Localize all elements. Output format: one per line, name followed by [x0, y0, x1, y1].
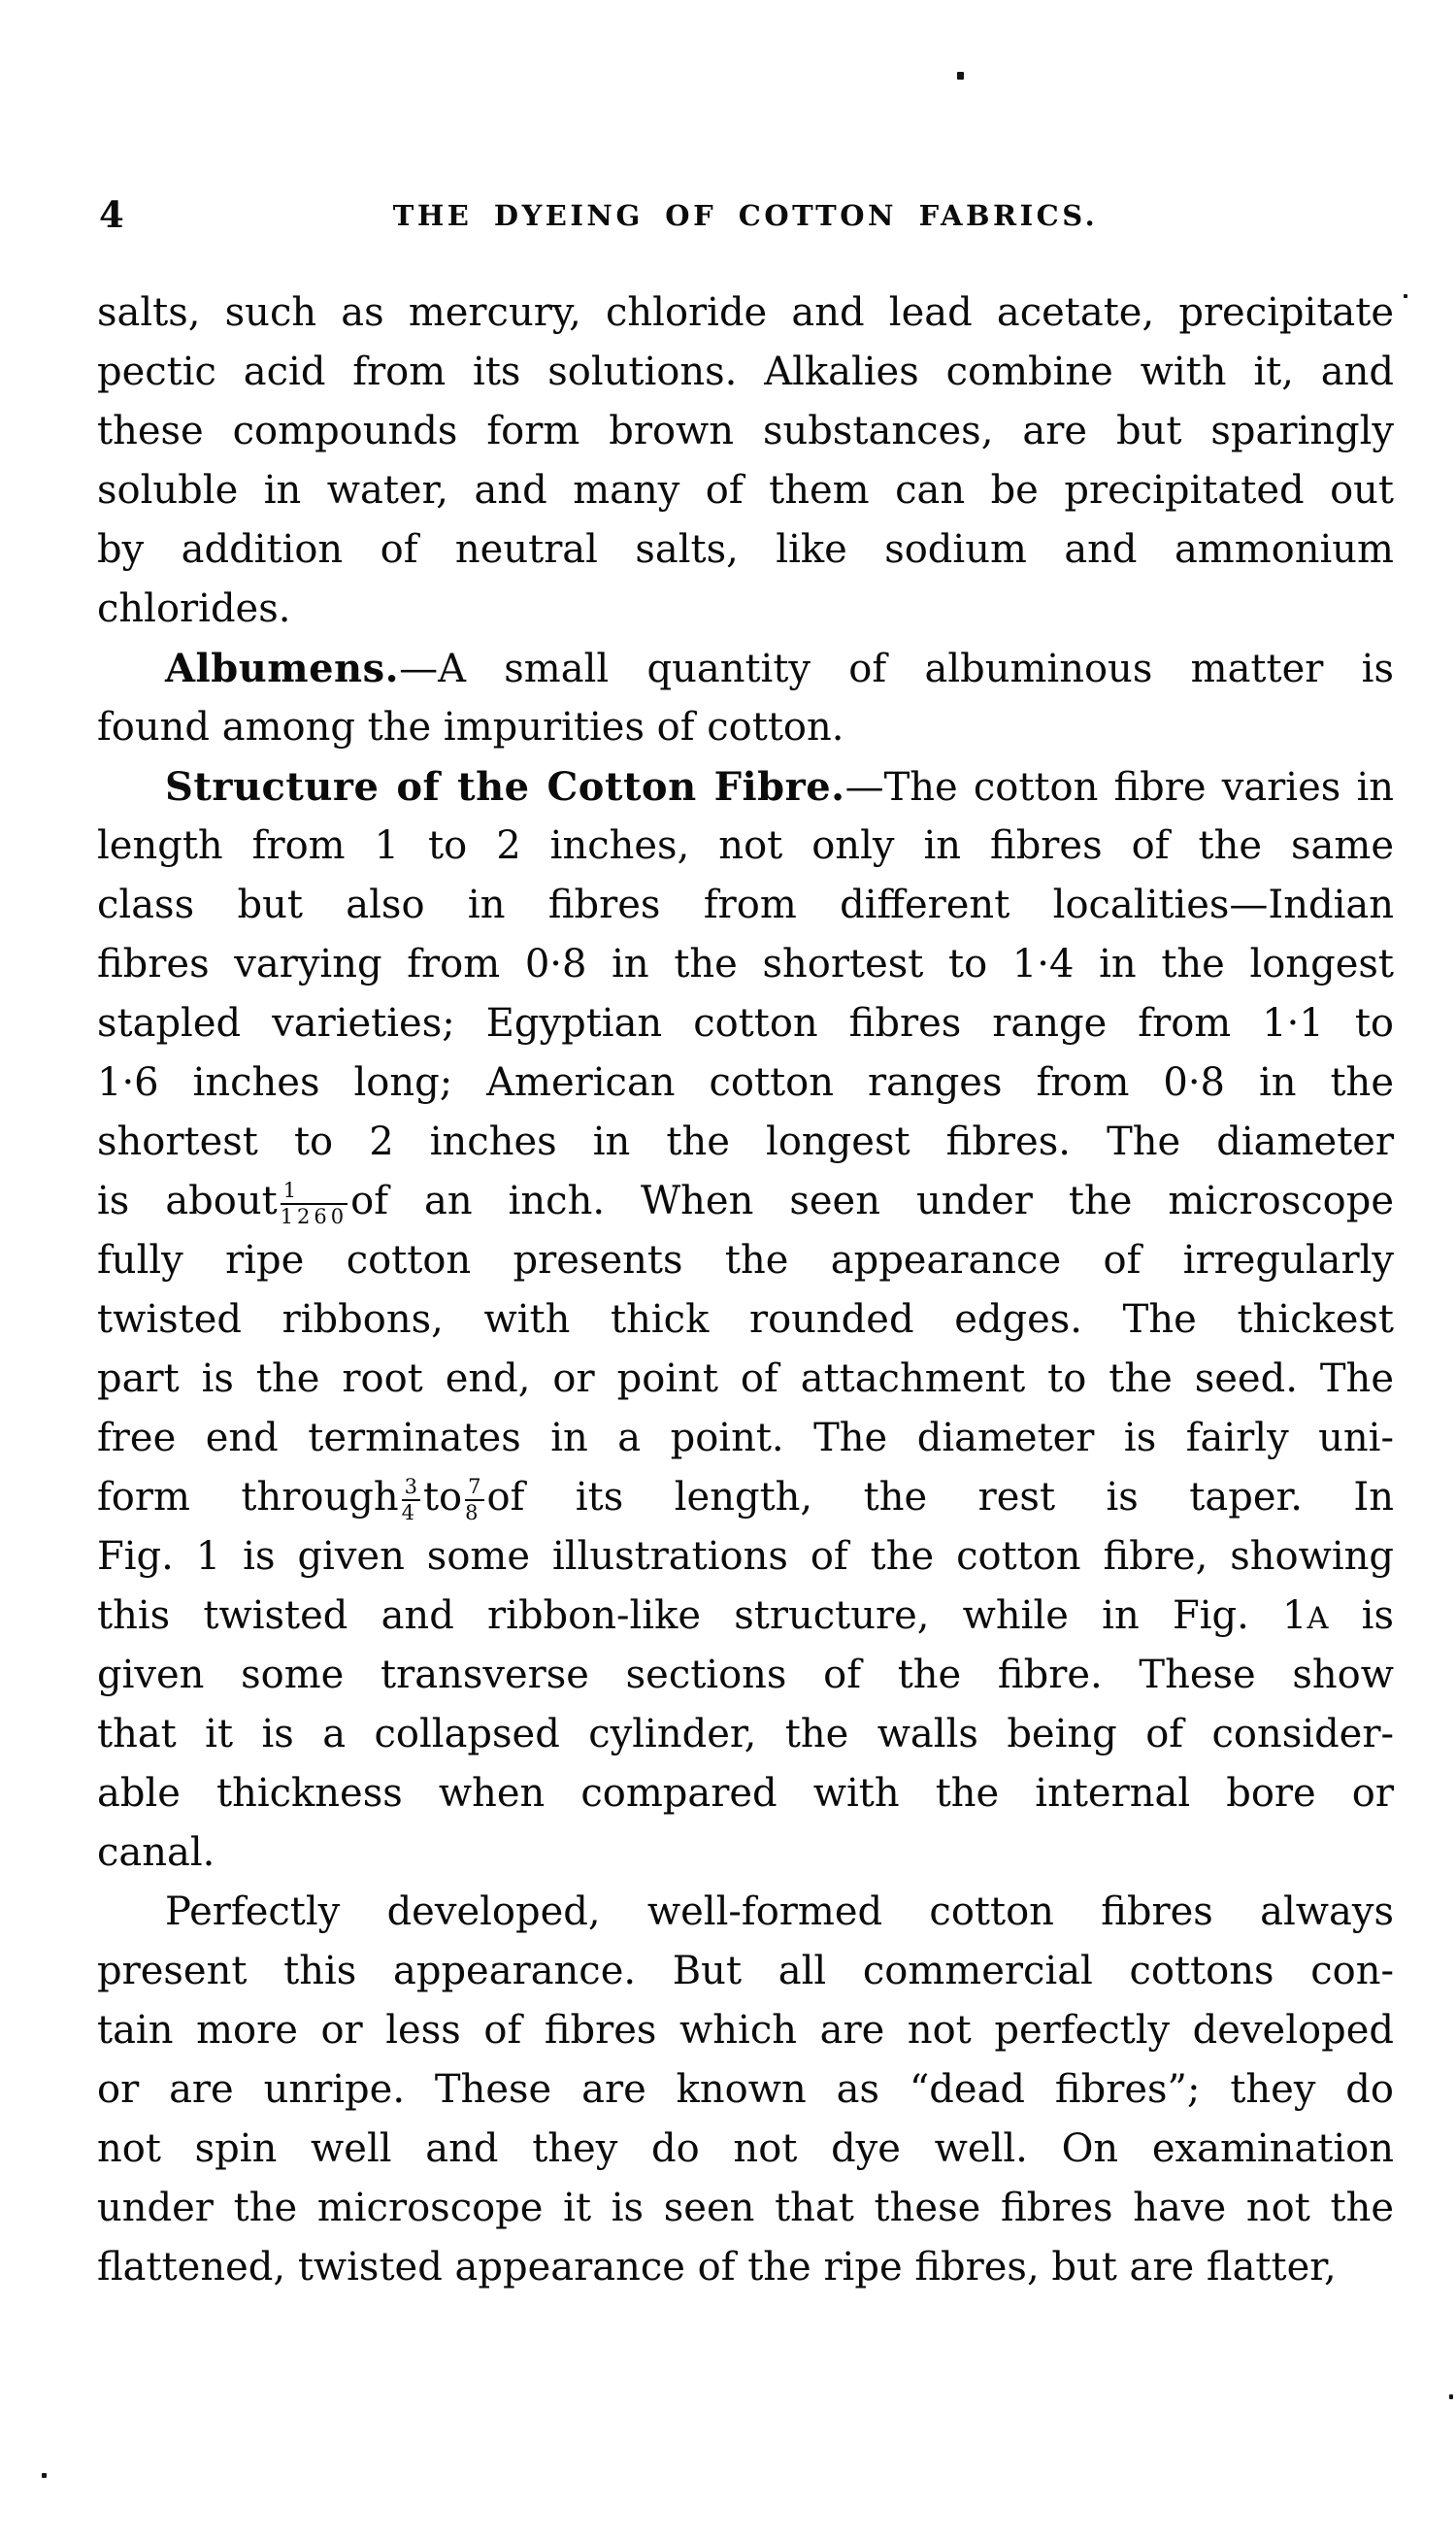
text-line: tain more or less of fibres which are not perfectly developed — [97, 2008, 1394, 2053]
paragraph-lead: Albumens. — [165, 646, 400, 691]
text-line: twisted ribbons, with thick rounded edges. The thickest — [97, 1297, 1394, 1342]
fraction: $\frac{1}{1260}$ — [280, 1179, 348, 1229]
text-line: by addition of neutral salts, like sodium and ammonium — [97, 527, 1394, 572]
running-title: THE DYEING OF COTTON FABRICS. — [392, 199, 1099, 233]
text-line: able thickness when compared with the internal bore or — [97, 1771, 1394, 1816]
page-header — [97, 190, 1394, 235]
text-line: soluble in water, and many of them can be precipitated out — [97, 468, 1394, 513]
scan-speck — [957, 72, 964, 80]
text-line: free end terminates in a point. The diameter is fairly uni- — [97, 1416, 1394, 1460]
page-body — [97, 284, 1394, 2297]
text-line: length from 1 to 2 inches, not only in fibres of the same — [97, 823, 1394, 868]
page-number: 4 — [99, 193, 124, 236]
text-line: fully ripe cotton presents the appearance of irregularly — [97, 1238, 1394, 1283]
text-line: Fig. 1 is given some illustrations of the cotton fibre, showing — [97, 1534, 1394, 1579]
text-line: pectic acid from its solutions. Alkalies combine with it, and — [97, 350, 1394, 394]
text-line: found among the impurities of cotton. — [97, 705, 844, 750]
text-line: these compounds form brown substances, are but sparingly — [97, 409, 1394, 453]
text-line: part is the root end, or point of attachment to the seed. The — [97, 1356, 1394, 1401]
fraction: $\frac{7}{8}$ — [465, 1477, 483, 1523]
text-line: salts, such as mercury, chloride and lead acetate, precipitate — [97, 290, 1394, 335]
paragraph-lead: Structure of the Cotton Fibre. — [165, 764, 845, 810]
text-line: that it is a collapsed cylinder, the walls being of consider- — [97, 1712, 1394, 1756]
text-column — [97, 0, 1394, 2541]
text-line: or are unripe. These are known as “dead fibres”; they do — [97, 2067, 1394, 2112]
text-line: class but also in fibres from different localities—Indian — [97, 883, 1394, 927]
text-line: Albumens.—A small quantity of albuminous matter is — [165, 646, 1394, 691]
text-line: this twisted and ribbon-like structure, while in Fig. 1A is — [97, 1593, 1394, 1638]
text-line: present this appearance. But all commercial cottons con- — [97, 1949, 1394, 1993]
text-line: flattened, twisted appearance of the ripe fibres, but are flatter, — [97, 2245, 1337, 2290]
paragraph — [97, 757, 1394, 1883]
scan-speck — [1404, 294, 1407, 298]
text-line: stapled varieties; Egyptian cotton fibres range from 1·1 to — [97, 1001, 1394, 1046]
text-line: not spin well and they do not dye well. On examination — [97, 2126, 1394, 2171]
text-line: form through $\frac{3}{4}$ to $\frac{7}{8}$ of its length, the rest is taper. In — [97, 1475, 1394, 1525]
text-line: Perfectly developed, well-formed cotton fibres always — [165, 1889, 1394, 1934]
small-caps-text: A — [1307, 1602, 1329, 1636]
text-line: given some transverse sections of the fibre. These show — [97, 1653, 1394, 1697]
text-line: Structure of the Cotton Fibre.—The cotton fibre varies in — [165, 764, 1394, 810]
text-line: canal. — [97, 1830, 215, 1875]
text-line: 1·6 inches long; American cotton ranges from 0·8 in the — [97, 1060, 1394, 1105]
text-line: fibres varying from 0·8 in the shortest to 1·4 in the longest — [97, 942, 1394, 986]
text-line: is about $\frac{1}{1260}$ of an inch. When seen under the microscope — [97, 1179, 1394, 1229]
fraction: $\frac{3}{4}$ — [402, 1477, 420, 1523]
text-line: chlorides. — [97, 586, 291, 631]
text-line: shortest to 2 inches in the longest fibres. The diameter — [97, 1120, 1394, 1164]
paragraph — [97, 639, 1394, 757]
paragraph — [97, 284, 1394, 639]
text-line: under the microscope it is seen that these fibres have not the — [97, 2186, 1394, 2230]
paragraph — [97, 1883, 1394, 2297]
scan-speck — [42, 2473, 47, 2478]
scan-speck — [1449, 2394, 1453, 2399]
